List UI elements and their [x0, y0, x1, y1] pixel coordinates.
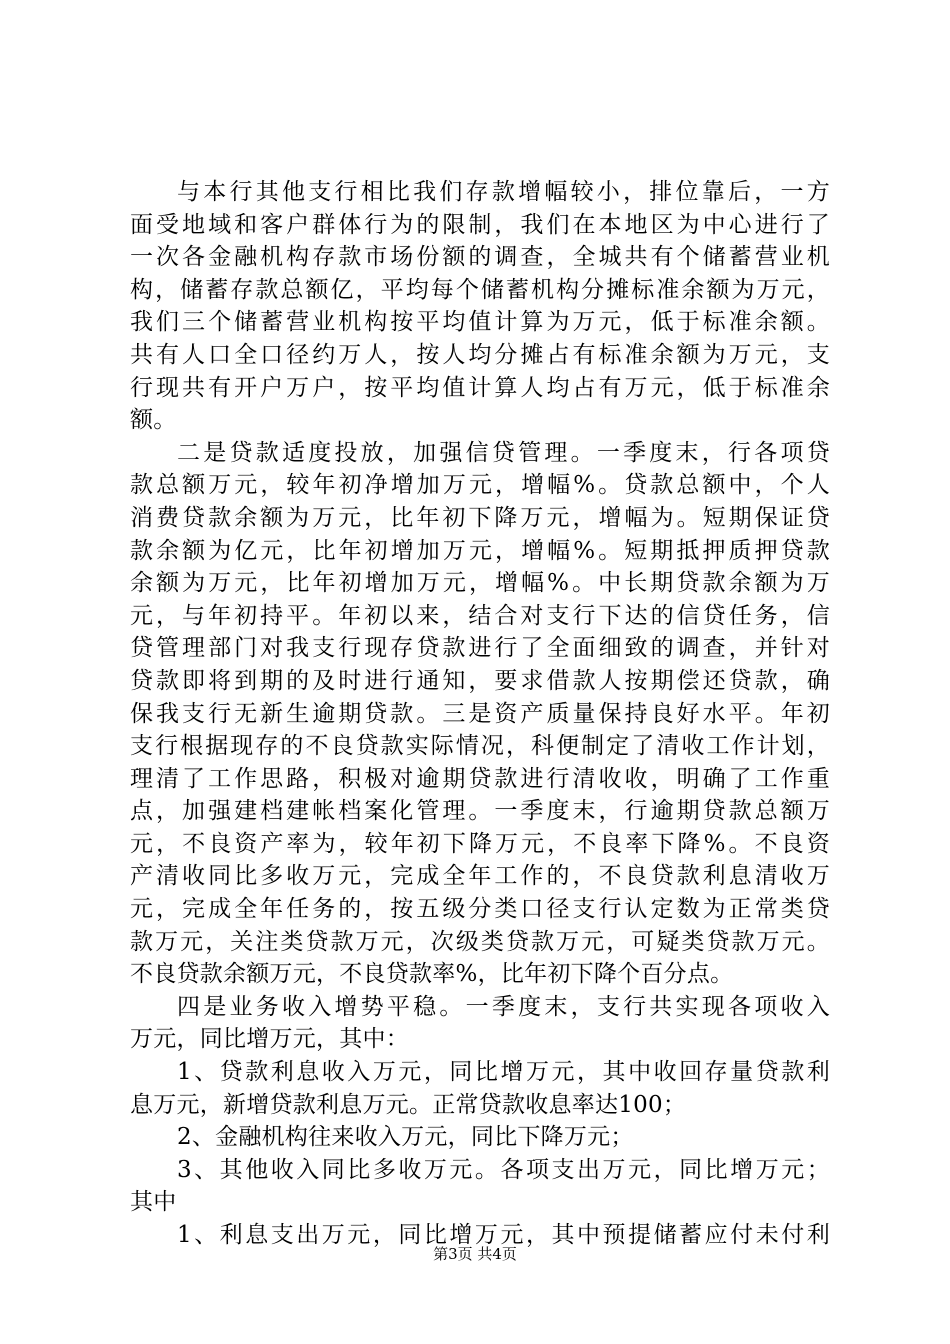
text-line: 构，储蓄存款总额亿，平均每个储蓄机构分摊标准余额为万元， [130, 276, 830, 303]
text-line: 万元，同比增万元，其中： [130, 1026, 409, 1053]
text-line: 余额为万元，比年初增加万元，增幅%。中长期贷款余额为万 [130, 570, 830, 597]
text-line: 息万元，新增贷款利息万元。正常贷款收息率达100； [130, 1091, 687, 1118]
text-line: 支行根据现存的不良贷款实际情况，科便制定了清收工作计划， [130, 733, 830, 760]
text-line: 额。 [130, 407, 177, 434]
page-footer: 第3页 共4页 [433, 1245, 517, 1263]
text-line: 点，加强建档建帐档案化管理。一季度末，行逾期贷款总额万 [130, 798, 830, 825]
text-line: 款余额为亿元，比年初增加万元，增幅%。短期抵押质押贷款 [130, 537, 830, 564]
text-line: 其中 [130, 1189, 177, 1216]
text-line: 保我支行无新生逾期贷款。三是资产质量保持良好水平。年初 [130, 700, 830, 727]
text-line: 我们三个储蓄营业机构按平均值计算为万元，低于标准余额。 [130, 309, 830, 336]
body-text [130, 176, 830, 1252]
text-line: 2、金融机构往来收入万元，同比下降万元； [177, 1124, 634, 1151]
text-line: 四是业务收入增势平稳。一季度末，支行共实现各项收入 [177, 993, 830, 1020]
text-line: 与本行其他支行相比我们存款增幅较小，排位靠后，一方 [177, 179, 830, 205]
text-line: 消费贷款余额为万元，比年初下降万元，增幅为。短期保证贷 [130, 504, 830, 531]
text-line: 贷款即将到期的及时进行通知，要求借款人按期偿还贷款，确 [130, 667, 830, 694]
text-line: 二是贷款适度投放，加强信贷管理。一季度末，行各项贷 [177, 439, 830, 466]
text-line: 1、贷款利息收入万元，同比增万元，其中收回存量贷款利 [177, 1059, 830, 1086]
text-line: 1、利息支出万元，同比增万元，其中预提储蓄应付未付利 [177, 1222, 830, 1248]
text-line: 款万元，关注类贷款万元，次级类贷款万元，可疑类贷款万元。 [130, 928, 830, 955]
text-line: 面受地域和客户群体行为的限制，我们在本地区为中心进行了 [130, 211, 830, 238]
text-line: 元，完成全年任务的，按五级分类口径支行认定数为正常类贷 [130, 896, 830, 923]
text-line: 行现共有开户万户，按平均值计算人均占有万元，低于标准余 [130, 374, 830, 401]
text-line: 款总额万元，较年初净增加万元，增幅%。贷款总额中，个人 [130, 472, 830, 499]
text-line: 产清收同比多收万元，完成全年工作的，不良贷款利息清收万 [130, 863, 830, 890]
text-line: 一次各金融机构存款市场份额的调查，全城共有个储蓄营业机 [130, 244, 830, 271]
text-line: 贷管理部门对我支行现存贷款进行了全面细致的调查，并针对 [130, 635, 830, 662]
text-line: 元，与年初持平。年初以来，结合对支行下达的信贷任务，信 [130, 602, 830, 629]
text-line: 3、其他收入同比多收万元。各项支出万元，同比增万元； [177, 1156, 830, 1183]
text-line: 元，不良资产率为，较年初下降万元，不良率下降%。不良资 [130, 830, 830, 857]
text-line: 理清了工作思路，积极对逾期贷款进行清收收，明确了工作重 [130, 765, 830, 792]
text-line: 共有人口全口径约万人，按人均分摊占有标准余额为万元，支 [130, 341, 830, 368]
text-line: 不良贷款余额万元，不良贷款率%，比年初下降个百分点。 [130, 961, 734, 988]
